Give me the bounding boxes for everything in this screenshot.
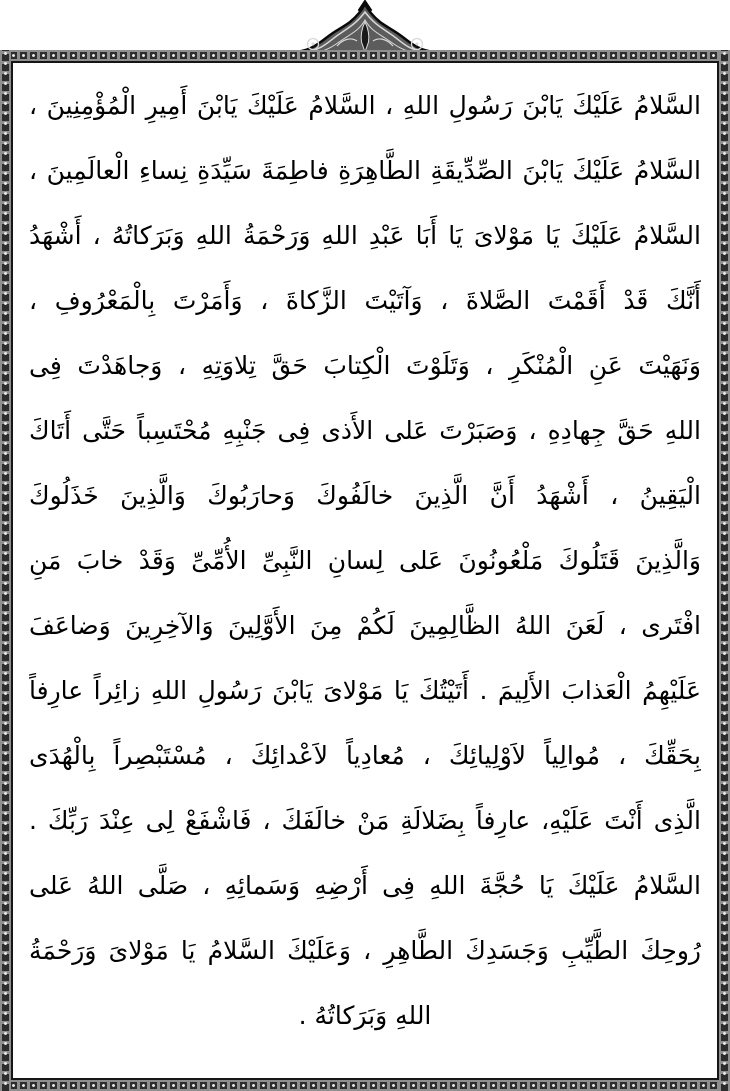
- decorative-frame: [0, 50, 730, 1091]
- prayer-line: السَّلامُ عَلَيْكَ يَابْنَ رَسُولِ اللهِ ، السَّلامُ عَلَيْكَ يَابْنَ أَمِيرِ الْمُؤْمِنِينَ ،: [29, 91, 701, 120]
- prayer-text: [29, 73, 701, 1072]
- prayer-line: الْيَقِينُ ، أَشْهَدُ أَنَّ الَّذِينَ خالَفُوكَ وَحارَبُوكَ وَالَّذِينَ خَذَلُوكَ: [29, 481, 701, 510]
- frame-border-top: [0, 50, 730, 61]
- prayer-line: أَنَّكَ قَدْ أَقَمْتَ الصَّلاةَ ، وَآتَيْتَ الزَّكاةَ ، وَأَمَرْتَ بِالْمَعْرُوفِ ،: [29, 286, 701, 315]
- prayer-line: وَالَّذِينَ قَتَلُوكَ مَلْعُونُونَ عَلى لِسانِ النَّبِىِّ الأُمِّىِّ وَقَدْ خابَ مَنِ: [29, 546, 701, 575]
- prayer-line: افْتَرى ، لَعَنَ اللهُ الظَّالِمِينَ لَكُمْ مِنَ الأَوَّلِينَ وَالآخِرِينَ وَضاعَفَ: [29, 611, 701, 640]
- prayer-line: عَلَيْهِمُ الْعَذابَ الأَلِيمَ . أَتَيْتُكَ يَا مَوْلاىَ يَابْنَ رَسُولِ اللهِ زائِراً عارِفاً: [29, 676, 701, 705]
- frame-border-right: [719, 50, 730, 1091]
- page-content-area: [11, 61, 719, 1080]
- prayer-line: رُوحِكَ الطَّيِّبِ وَجَسَدِكَ الطَّاهِرِ ، وَعَلَيْكَ السَّلامُ يَا مَوْلاىَ وَرَحْمَةُ: [29, 936, 701, 965]
- prayer-line: الَّذِى أَنْتَ عَلَيْهِ، عارِفاً بِضَلالَةِ مَنْ خالَفَكَ ، فَاشْفَعْ لِى عِنْدَ رَبِّكَ .: [29, 806, 701, 835]
- arabesque-dome-ornament-icon: [277, 0, 453, 54]
- prayer-line: السَّلامُ عَلَيْكَ يَابْنَ الصِّدِّيقَةِ الطَّاهِرَةِ فاطِمَةَ سَيِّدَةِ نِساءِ الْعالَمِينَ ،: [29, 156, 701, 185]
- frame-border-left: [0, 50, 11, 1091]
- prayer-line: اللهِ حَقَّ جِهادِهِ ، وَصَبَرْتَ عَلى الأَذى فِى جَنْبِهِ مُحْتَسِباً حَتَّى أَتَاكَ: [29, 416, 701, 445]
- prayer-line: السَّلامُ عَلَيْكَ يَا حُجَّةَ اللهِ فِى أَرْضِهِ وَسَمائِهِ ، صَلَّى اللهُ عَلى: [29, 871, 701, 900]
- prayer-line: وَنَهَيْتَ عَنِ الْمُنْكَرِ ، وَتَلَوْتَ الْكِتابَ حَقَّ تِلاوَتِهِ ، وَجاهَدْتَ فِى: [29, 351, 701, 380]
- frame-border-bottom: [0, 1080, 730, 1091]
- prayer-line: بِحَقِّكَ ، مُوالِياً لاَوْلِيائِكَ ، مُعادِياً لاَعْدائِكَ ، مُسْتَبْصِراً بِالْهُدَى: [29, 741, 701, 770]
- prayer-line: السَّلامُ عَلَيْكَ يَا مَوْلاىَ يَا أَبَا عَبْدِ اللهِ وَرَحْمَةُ اللهِ وَبَرَكاتُهُ ، أَشْهَدُ: [29, 221, 701, 250]
- prayer-line: اللهِ وَبَرَكاتُهُ .: [298, 1001, 432, 1030]
